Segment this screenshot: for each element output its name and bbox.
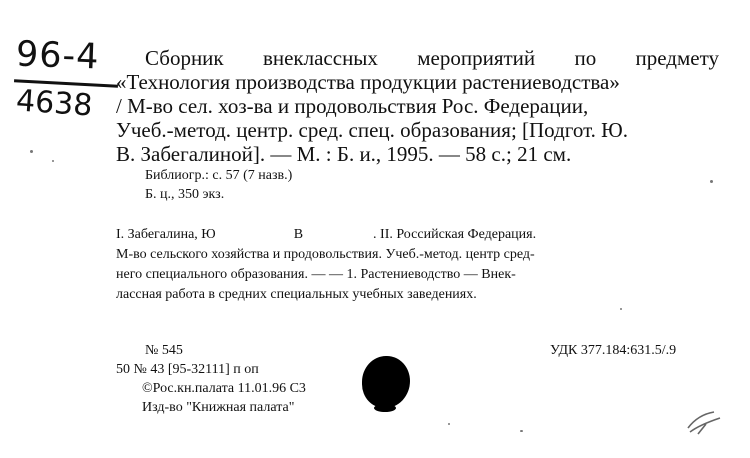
- entry-line-5: В. Забегалиной]. — М. : Б. и., 1995. — 58 с.; 21 см.: [116, 142, 572, 166]
- paper-speck: [52, 160, 54, 162]
- publisher-line: Изд-во "Книжная палата": [142, 400, 295, 415]
- entry-word: внеклассных: [262, 46, 378, 70]
- tracing-part: В: [293, 227, 304, 242]
- tracing-line-4: лассная работа в средних специальных учебных заведениях.: [116, 287, 477, 302]
- call-number-bottom: 4638: [14, 83, 94, 124]
- paper-speck: [448, 423, 450, 425]
- call-number-top: 96-4: [15, 34, 101, 78]
- entry-word: по: [574, 46, 597, 70]
- entry-line-3: / М-во сел. хоз-ва и продовольствия Рос. Федерации,: [116, 94, 589, 118]
- paper-speck: [710, 180, 713, 183]
- entry-line-2: «Технология производства продукции растениеводства»: [116, 70, 620, 94]
- tracing-part: . II. Российская Федерация.: [373, 227, 537, 242]
- ink-blot: [362, 356, 410, 408]
- paper-speck: [30, 150, 33, 153]
- entry-line-1: [145, 46, 719, 70]
- entry-word: предмету: [635, 46, 719, 70]
- tracing-line-2: М-во сельского хозяйства и продовольствия. Учеб.-метод. центр сред-: [116, 247, 535, 262]
- tracing-part: I. Забегалина, Ю: [116, 227, 216, 242]
- tracing-line-3: него специального образования. — — 1. Растениеводство — Внек-: [116, 267, 516, 282]
- tracing-line-1: [116, 225, 716, 245]
- paper-speck: [620, 308, 622, 310]
- price-note: Б. ц., 350 экз.: [145, 187, 225, 202]
- entry-line-4: Учеб.-метод. центр. сред. спец. образования; [Подгот. Ю.: [116, 118, 629, 142]
- paper-speck: [520, 430, 523, 432]
- entry-word: Сборник: [145, 46, 224, 70]
- record-number: № 545: [145, 343, 183, 358]
- bibliography-note: Библиогр.: с. 57 (7 назв.): [145, 168, 293, 183]
- entry-word: мероприятий: [417, 46, 536, 70]
- chamber-line: ©Рос.кн.палата 11.01.96 С3: [142, 381, 306, 396]
- udc-code: УДК 377.184:631.5/.9: [550, 343, 677, 358]
- pencil-scribble-icon: [684, 408, 724, 436]
- ink-blot-tail: [374, 404, 396, 412]
- order-line: 50 № 43 [95-32111] п оп: [116, 362, 259, 377]
